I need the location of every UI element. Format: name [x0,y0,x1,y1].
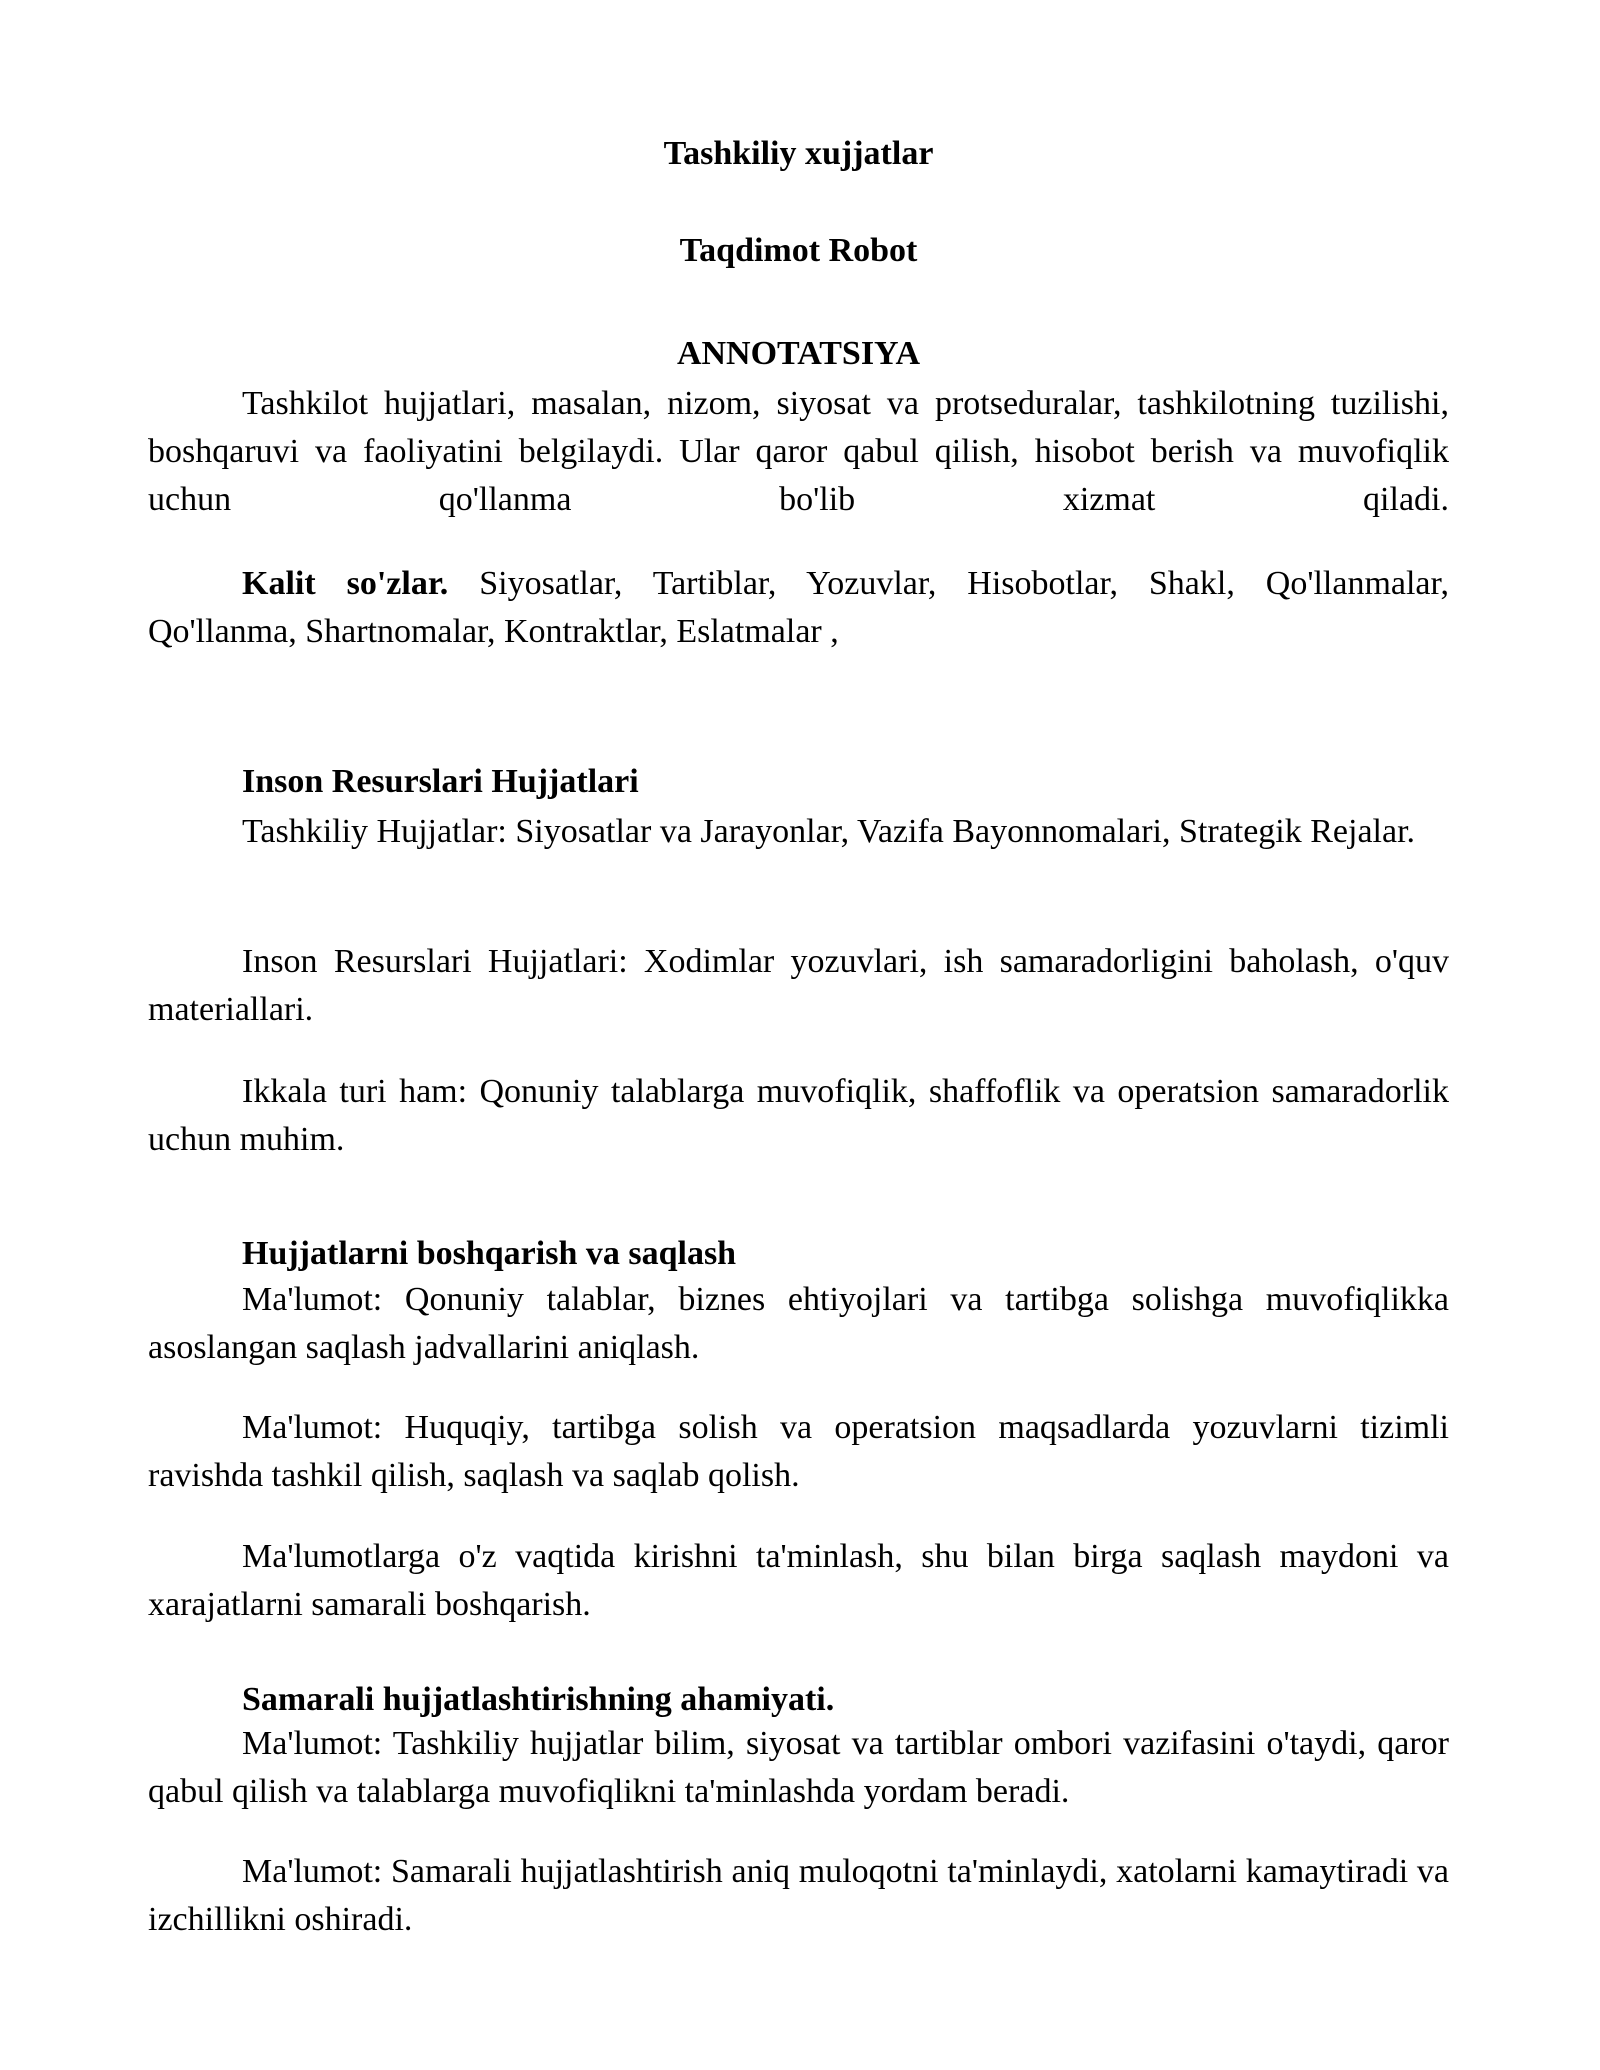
keywords-paragraph [148,560,1449,656]
annotation-heading: ANNOTATSIYA [676,335,921,372]
annotation-paragraph: Tashkilot hujjatlari, masalan, nizom, siyosat va protseduralar, tashkilotning tuzilishi, boshqaruvi va faoliyatini belgilaydi. Ular qaror qabul qilish, hisobot berish va muvofiqlik uchun qo'llanma bo'lib xizmat qiladi. [148,385,1449,518]
section-heading-documentation-importance: Samarali hujjatlashtirishning ahamiyati. [242,1681,835,1718]
section-paragraph: Ma'lumot: Qonuniy talablar, biznes ehtiyojlari va tartibga solishga muvofiqlikka asoslangan saqlash jadvallarini aniqlash. [148,1281,1449,1366]
document-title: Tashkiliy xujjatlar [663,135,934,172]
section-paragraph: Tashkiliy Hujjatlar: Siyosatlar va Jarayonlar, Vazifa Bayonnomalari, Strategik Rejalar. [242,813,1416,850]
section-paragraph: Ma'lumotlarga o'z vaqtida kirishni ta'minlash, shu bilan birga saqlash maydoni va xarajatlarni samarali boshqarish. [148,1538,1449,1623]
document-subtitle: Taqdimot Robot [679,232,918,269]
section-heading-hr-documents: Inson Resurslari Hujjatlari [242,763,639,800]
keywords-text: Siyosatlar, Tartiblar, Yozuvlar, Hisobotlar, Shakl, Qo'llanmalar, Qo'llanma, Shartnomalar, Kontraktlar, Eslatmalar , [148,565,1449,650]
section-paragraph: Ma'lumot: Tashkiliy hujjatlar bilim, siyosat va tartiblar ombori vazifasini o'taydi, qaror qabul qilish va talablarga muvofiqlikni ta'minlashda yordam beradi. [148,1725,1449,1810]
section-paragraph: Inson Resurslari Hujjatlari: Xodimlar yozuvlari, ish samaradorligini baholash, o'quv materiallari. [148,943,1449,1028]
keywords-label: Kalit so'zlar. [242,565,449,602]
section-paragraph: Ma'lumot: Samarali hujjatlashtirish aniq muloqotni ta'minlaydi, xatolarni kamaytiradi va izchillikni oshiradi. [148,1853,1449,1938]
section-heading-document-management: Hujjatlarni boshqarish va saqlash [242,1235,737,1272]
section-paragraph: Ikkala turi ham: Qonuniy talablarga muvofiqlik, shaffoflik va operatsion samaradorlik uchun muhim. [148,1073,1449,1158]
section-paragraph: Ma'lumot: Huquqiy, tartibga solish va operatsion maqsadlarda yozuvlarni tizimli ravishda tashkil qilish, saqlash va saqlab qolish. [148,1409,1449,1494]
